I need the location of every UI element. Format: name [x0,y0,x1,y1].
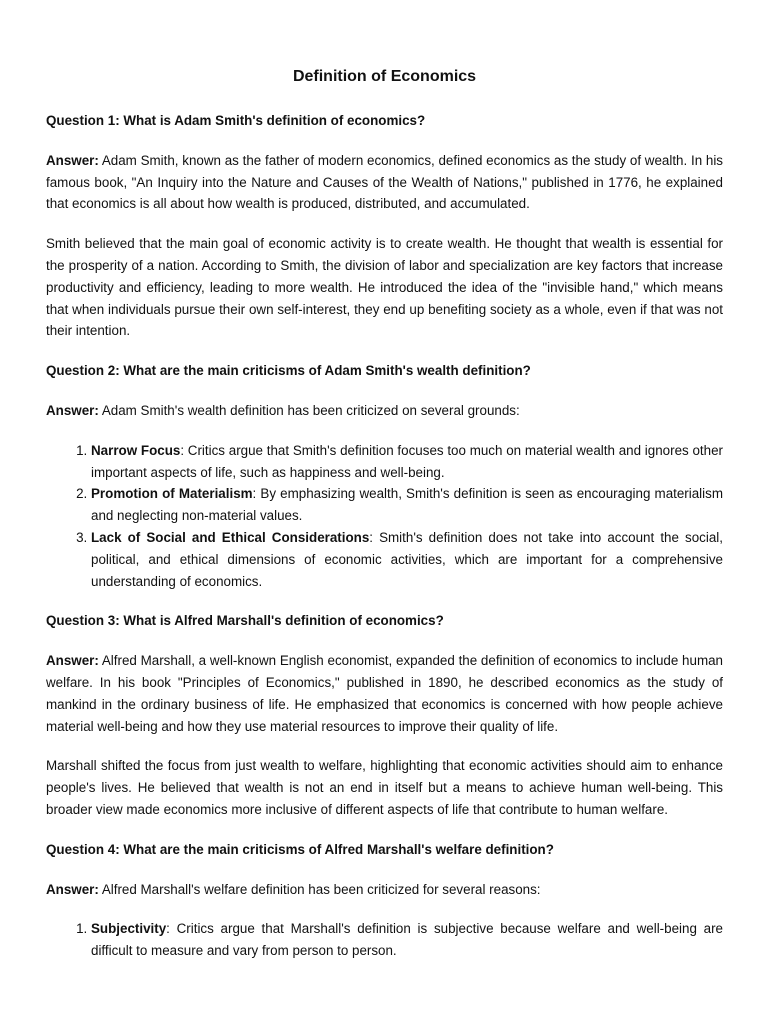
criticism-term: Narrow Focus [91,442,181,458]
question-4-answer [46,879,723,901]
answer-text: Alfred Marshall's welfare definition has been criticized for several reasons: [101,881,541,897]
answer-text: Adam Smith, known as the father of modern economics, defined economics as the study of wealth. In his famous book, "An Inquiry into the Nature and Causes of the Wealth of Nations," published in 1776, he explained that economics is all about how wealth is produced, distributed, and accumulated. [46,152,723,212]
criticism-text: : By emphasizing wealth, Smith's definition is seen as encouraging materialism and neglecting non-material values. [91,486,723,524]
question-2-criticism-list [46,440,723,593]
list-item [91,440,723,484]
question-4-heading: Question 4: What are the main criticisms of Alfred Marshall's welfare definition? [46,841,554,857]
list-item [91,918,723,962]
list-item [91,527,723,592]
question-4-section [46,839,723,962]
answer-text: Alfred Marshall, a well-known English economist, expanded the definition of economics to include human welfare. In his book "Principles of Economics," published in 1890, he described economics as the study of mankind in the ordinary business of life. He emphasized that economics is concerned with how people achieve material well-being and how they use material resources to improve their quality of life. [46,653,723,734]
question-1-section [46,110,723,342]
question-3-heading: Question 3: What is Alfred Marshall's definition of economics? [46,613,444,629]
question-3-answer [46,650,723,737]
question-3-section [46,610,723,820]
question-4-criticism-list [46,918,723,962]
question-3-paragraph-2: Marshall shifted the focus from just wealth to welfare, highlighting that economic activities should aim to enhance people's lives. He believed that wealth is not an end in itself but a means to achieve human well-being. This broader view made economics more inclusive of different aspects of life that contribute to human welfare. [46,758,723,817]
criticism-text: : Smith's definition does not take into account the social, political, and ethical dimensions of economic activities, which are important for a comprehensive understanding of economics. [91,529,723,589]
question-2-section [46,360,723,592]
question-2-answer [46,400,723,422]
criticism-term: Promotion of Materialism [91,486,253,502]
answer-text: Adam Smith's wealth definition has been criticized on several grounds: [101,402,520,418]
question-1-heading: Question 1: What is Adam Smith's definition of economics? [46,113,426,128]
criticism-term: Lack of Social and Ethical Considerations [91,529,370,545]
question-2-heading: Question 2: What are the main criticisms of Adam Smith's wealth definition? [46,363,531,379]
answer-label: Answer: [46,653,99,669]
criticism-text: : Critics argue that Marshall's definition is subjective because welfare and well-being are difficult to measure and vary from person to person. [91,921,723,959]
answer-label: Answer: [46,152,99,168]
page-title: Definition of Economics [292,68,477,85]
question-1-answer [46,150,723,215]
answer-label: Answer: [46,881,99,897]
criticism-term: Subjectivity [91,921,167,937]
answer-label: Answer: [46,402,99,418]
list-item [91,483,723,527]
criticism-text: : Critics argue that Smith's definition focuses too much on material wealth and ignores other important aspects of life, such as happiness and well-being. [91,442,723,480]
question-1-paragraph-2: Smith believed that the main goal of economic activity is to create wealth. He thought that wealth is essential for the prosperity of a nation. According to Smith, the division of labor and specialization are key factors that increase productivity and efficiency, leading to more wealth. He introduced the idea of the "invisible hand," which means that when individuals pursue their own self-interest, they end up benefiting society as a whole, even if that was not their intention. [46,236,723,339]
